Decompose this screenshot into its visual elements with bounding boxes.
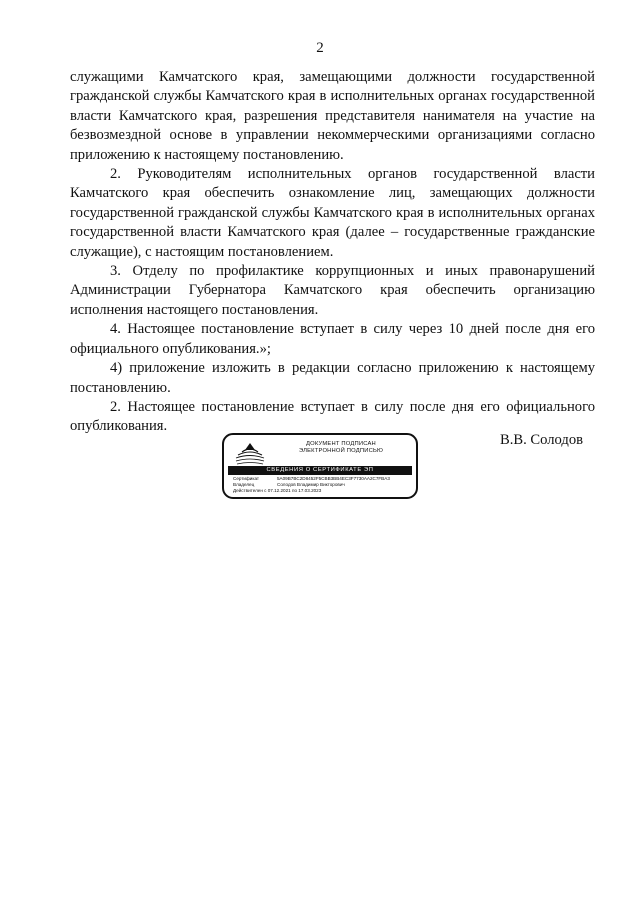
paragraph-item-4: 4. Настоящее постановление вступает в силу через 10 дней после дня его официального опубликования.»;: [70, 321, 595, 357]
paragraph-item-3: 3. Отделу по профилактике коррупционных и иных правонарушений Администрации Губернатора Камчатского края обеспечить организацию исполнения настоящего постановления.: [70, 263, 595, 318]
owner-label: Владелец: [233, 482, 255, 487]
paragraph-continuation: служащими Камчатского края, замещающими должности государственной гражданской службы Камчатского края в исполнительных органах государственной власти Камчатского края, разрешения представителя нанимателя на участие на безвозмездной основе в управлении некоммерческими организациями согласно приложению к настоящему постановлению.: [70, 69, 595, 163]
document-body: [70, 68, 595, 437]
signatory-name: В.В. Солодов: [500, 432, 584, 448]
certificate-value: 5A09B7BC2D8452F5CBB3BB4EC3F7730AA2C7FBA3: [277, 476, 390, 481]
coat-of-arms-icon: [232, 440, 268, 466]
stamp-certificate-header: СВЕДЕНИЯ О СЕРТИФИКАТЕ ЭП: [228, 466, 412, 475]
certificate-label: Сертификат: [233, 476, 260, 481]
validity-text: Действителен с 07.12.2021 по 17.03.2023: [233, 488, 322, 493]
paragraph-final-2: 2. Настоящее постановление вступает в силу после дня его официального опубликования.: [70, 398, 595, 435]
stamp-details: [233, 476, 413, 494]
stamp-validity-row: [233, 488, 413, 494]
owner-value: Солодов Владимир Викторович: [277, 482, 345, 487]
stamp-title-line1: ДОКУМЕНТ ПОДПИСАН: [306, 441, 376, 447]
paragraph-subitem-4: 4) приложение изложить в редакции согласно приложению к настоящему постановлению.: [70, 360, 595, 396]
stamp-title-line2: ЭЛЕКТРОННОЙ ПОДПИСЬЮ: [298, 448, 384, 454]
paragraph-item-2: 2. Руководителям исполнительных органов государственной власти Камчатского края обеспечить ознакомление лиц, замещающих должности государственной гражданской службы Камчатского края в исполнительных органах государственной власти Камчатского края (далее – государственные гражданские служащие), с настоящим постановлением.: [70, 166, 595, 260]
electronic-signature-stamp: [222, 433, 418, 499]
stamp-title: [268, 441, 414, 455]
page-number: 2: [316, 40, 324, 56]
